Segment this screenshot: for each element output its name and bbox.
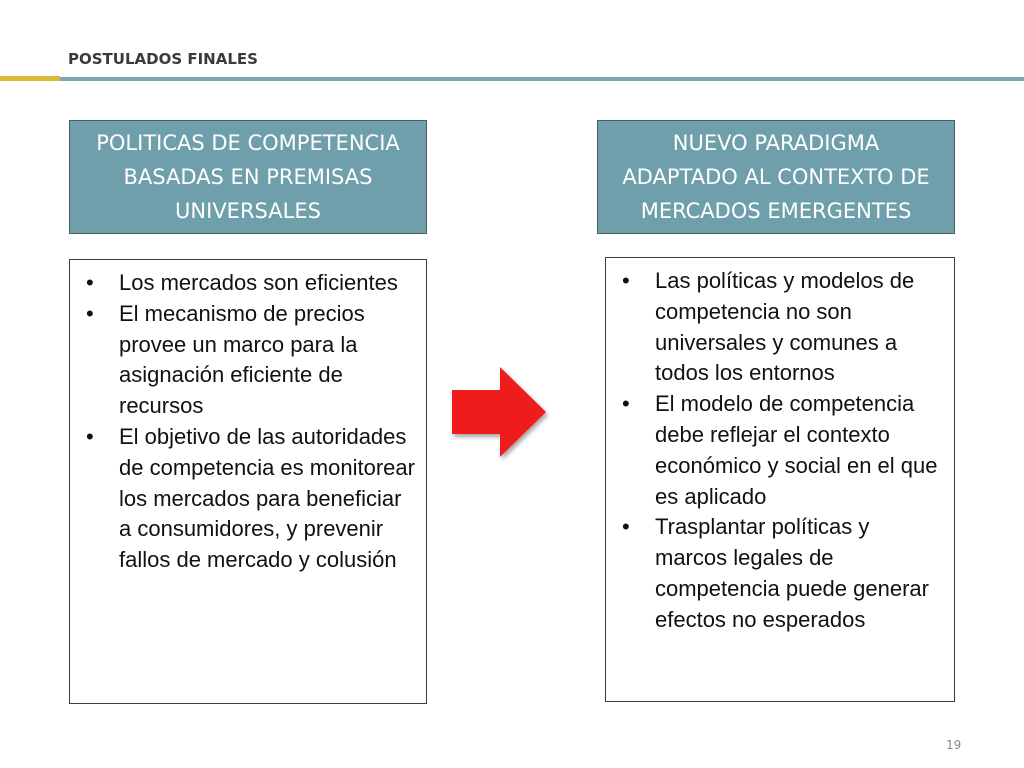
left-bullet-list [82,268,418,576]
list-item [82,422,418,576]
list-item [618,266,946,389]
list-item [82,299,418,422]
page-number: 19 [946,738,962,752]
bullet-text: El objetivo de las autoridades de competencia es monitorear los mercados para beneficiar a consumidores, y prevenir fallos de mercado y colusión [119,423,415,573]
arrow-shape [452,367,546,457]
bullet-text: El mecanismo de precios provee un marco para la asignación eficiente de recursos [119,300,365,419]
bullet-icon: • [86,300,94,326]
bullet-text: Trasplantar políticas y marcos legales de competencia puede generar efectos no esperados [655,514,929,632]
right-arrow-icon [450,362,550,462]
right-header-line: NUEVO PARADIGMA [672,131,880,155]
right-bullet-list [618,266,946,636]
bullet-icon: • [622,514,630,540]
title-accent-bar-teal [60,77,1024,81]
bullet-text: Las políticas y modelos de competencia no son universales y comunes a todos los entornos [655,268,915,386]
bullet-icon: • [86,423,94,449]
bullet-icon: • [86,270,94,295]
right-bullet-box [605,257,955,702]
right-header-line: ADAPTADO AL CONTEXTO DE [622,165,930,189]
list-item [618,512,946,635]
bullet-text: El modelo de competencia debe reflejar el contexto económico y social en el que es aplicado [655,391,938,509]
left-header-line: UNIVERSALES [175,199,321,223]
right-header-line: MERCADOS EMERGENTES [640,199,912,223]
list-item [82,268,418,299]
bullet-icon: • [622,391,630,417]
left-header-line: BASADAS EN PREMISAS [123,165,373,189]
bullet-icon: • [622,268,630,293]
left-bullet-box [69,259,427,704]
slide-title: POSTULADOS FINALES [68,50,258,68]
left-header-box [69,120,427,234]
bullet-text: Los mercados son eficientes [119,270,398,295]
right-header-box [597,120,955,234]
list-item [618,389,946,512]
left-header-line: POLITICAS DE COMPETENCIA [96,131,400,155]
title-accent-bar-gold [0,76,60,81]
